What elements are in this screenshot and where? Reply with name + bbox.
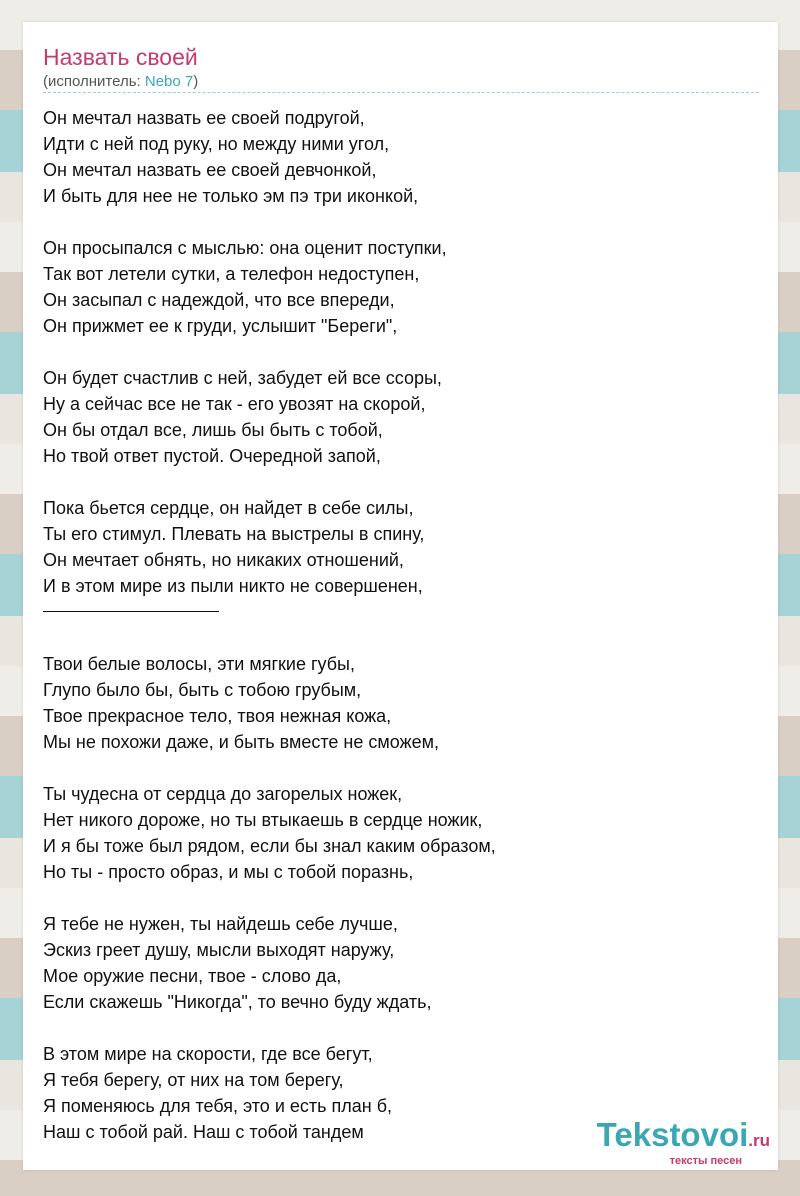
- lyric-line: Нет никого дороже, но ты втыкаешь в сердце ножик,: [43, 810, 483, 830]
- lyric-line: Он мечтал назвать ее своей подругой,: [43, 108, 365, 128]
- lyric-line: Эскиз греет душу, мысли выходят наружу,: [43, 940, 395, 960]
- stanza-2: [43, 235, 743, 339]
- lyric-line: Он прижмет ее к груди, услышит "Береги",: [43, 316, 398, 336]
- artist-link[interactable]: Nebo 7: [144, 73, 194, 90]
- artist-suffix: ): [193, 73, 199, 90]
- stanza-gap: [43, 339, 743, 365]
- lyric-line: Пока бьется сердце, он найдет в себе силы,: [43, 498, 414, 518]
- artist-prefix: (исполнитель:: [43, 73, 145, 90]
- stanza-gap: [43, 755, 743, 781]
- lyric-line: Наш с тобой рай. Наш с тобой тандем: [43, 1122, 364, 1142]
- lyric-line: И я бы тоже был рядом, если бы знал каким образом,: [43, 836, 496, 856]
- lyric-line: Ну а сейчас все не так - его увозят на скорой,: [43, 394, 426, 414]
- logo-wordmark: [597, 1118, 770, 1158]
- lyric-line: Но твой ответ пустой. Очередной запой,: [43, 446, 381, 466]
- lyric-line: Он бы отдал все, лишь бы быть с тобой,: [43, 420, 383, 440]
- lyric-line: В этом мире на скорости, где все бегут,: [43, 1044, 373, 1064]
- stanza-6: [43, 781, 743, 885]
- stanza-3: [43, 365, 743, 469]
- stanza-gap: [43, 625, 743, 651]
- lyric-line: Я поменяюсь для тебя, это и есть план б,: [43, 1096, 393, 1116]
- logo-tld: .ru: [748, 1131, 770, 1150]
- lyric-line: Я тебя берегу, от них на том берегу,: [43, 1070, 344, 1090]
- site-logo[interactable]: [597, 1118, 770, 1167]
- lyric-line: Он мечтает обнять, но никаких отношений,: [43, 550, 404, 570]
- stanza-gap: [43, 209, 743, 235]
- lyric-line: Ты чудесна от сердца до загорелых ножек,: [43, 784, 403, 804]
- artist-line: [43, 73, 198, 91]
- lyrics-card: [23, 22, 778, 1170]
- lyric-line: Он мечтал назвать ее своей девчонкой,: [43, 160, 377, 180]
- lyric-line: Если скажешь "Никогда", то вечно буду ждать,: [43, 992, 432, 1012]
- stanza-4: [43, 495, 743, 599]
- lyric-line: Так вот летели сутки, а телефон недоступен,: [43, 264, 420, 284]
- title-divider: [43, 92, 759, 93]
- logo-main-text: Tekstovoi: [596, 1116, 749, 1153]
- stanza-1: [43, 105, 743, 209]
- section-rule: [43, 611, 219, 612]
- lyrics-body: [43, 105, 743, 1145]
- lyric-line: Он просыпался с мыслью: она оценит поступки,: [43, 238, 447, 258]
- lyric-line: Он будет счастлив с ней, забудет ей все ссоры,: [43, 368, 442, 388]
- stanza-7: [43, 911, 743, 1015]
- lyric-line: Твои белые волосы, эти мягкие губы,: [43, 654, 355, 674]
- stanza-gap: [43, 885, 743, 911]
- lyric-line: Я тебе не нужен, ты найдешь себе лучше,: [43, 914, 398, 934]
- lyric-line: Он засыпал с надеждой, что все впереди,: [43, 290, 395, 310]
- stanza-5: [43, 651, 743, 755]
- lyric-line: Мы не похожи даже, и быть вместе не сможем,: [43, 732, 439, 752]
- lyric-line: И в этом мире из пыли никто не совершенен,: [43, 576, 423, 596]
- lyric-line: Мое оружие песни, твое - слово да,: [43, 966, 342, 986]
- song-title: Назвать своей: [43, 44, 198, 70]
- lyric-line: Идти с ней под руку, но между ними угол,: [43, 134, 390, 154]
- stanza-gap: [43, 469, 743, 495]
- lyric-line: Глупо было бы, быть с тобою грубым,: [43, 680, 362, 700]
- logo-tagline: тексты песен: [669, 1155, 742, 1167]
- lyric-line: Ты его стимул. Плевать на выстрелы в спину,: [43, 524, 425, 544]
- lyric-line: И быть для нее не только эм пэ три иконкой,: [43, 186, 419, 206]
- lyric-line: Но ты - просто образ, и мы с тобой поразнь,: [43, 862, 414, 882]
- stanza-gap: [43, 1015, 743, 1041]
- lyric-line: Твое прекрасное тело, твоя нежная кожа,: [43, 706, 392, 726]
